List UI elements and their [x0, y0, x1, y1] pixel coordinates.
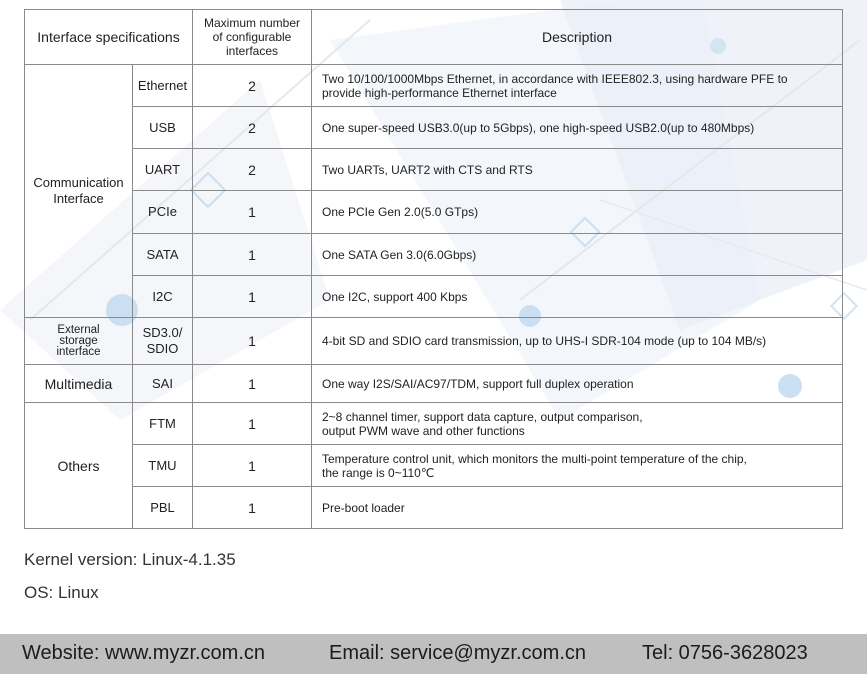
interface-count: 1	[193, 318, 312, 365]
description-line: output PWM wave and other functions	[322, 423, 525, 438]
interface-name: FTM	[133, 403, 193, 445]
interface-description: Pre-boot loader	[312, 487, 843, 529]
interface-count: 1	[193, 234, 312, 276]
group-communication-interface	[25, 65, 133, 318]
interface-count: 2	[193, 107, 312, 149]
interface-description	[312, 403, 843, 445]
interface-name-line: SD3.0/	[142, 325, 183, 340]
interface-name: SATA	[133, 234, 193, 276]
footer-website: Website: www.myzr.com.cn	[22, 642, 266, 664]
group-multimedia: Multimedia	[25, 365, 133, 403]
interface-name-line: SDIO	[146, 341, 179, 356]
interface-count: 1	[193, 276, 312, 318]
description-line: Temperature control unit, which monitors the multi-point temperature of the chip,	[322, 451, 747, 466]
interface-count: 1	[193, 365, 312, 403]
table-row	[25, 107, 843, 149]
table-row	[25, 445, 843, 487]
interface-count: 1	[193, 191, 312, 234]
interface-description: Two UARTs, UART2 with CTS and RTS	[312, 149, 843, 191]
interface-name	[133, 318, 193, 365]
interface-description: One super-speed USB3.0(up to 5Gbps), one high-speed USB2.0(up to 480Mbps)	[312, 107, 843, 149]
group-label-line: storage	[59, 334, 98, 347]
interface-count: 1	[193, 403, 312, 445]
interface-description: One I2C, support 400 Kbps	[312, 276, 843, 318]
interface-description: 4-bit SD and SDIO card transmission, up to UHS-I SDR-104 mode (up to 104 MB/s)	[312, 318, 843, 365]
table-row	[25, 318, 843, 365]
header-max-line: of configurable	[212, 30, 292, 44]
header-max-line: Maximum number	[203, 16, 301, 30]
header-interface-specifications: Interface specifications	[25, 10, 193, 65]
interface-count: 2	[193, 65, 312, 107]
interface-name: TMU	[133, 445, 193, 487]
interface-description: One PCIe Gen 2.0(5.0 GTps)	[312, 191, 843, 234]
interface-count: 1	[193, 487, 312, 529]
table-row	[25, 191, 843, 234]
interface-spec-table	[24, 9, 843, 529]
description-line: 2~8 channel timer, support data capture, output comparison,	[322, 409, 643, 424]
group-others: Others	[25, 403, 133, 529]
interface-name: PBL	[133, 487, 193, 529]
table-row	[25, 65, 843, 107]
interface-description	[312, 65, 843, 107]
table-row	[25, 234, 843, 276]
table-row	[25, 149, 843, 191]
description-line: the range is 0~110℃	[322, 465, 435, 480]
interface-description: One SATA Gen 3.0(6.0Gbps)	[312, 234, 843, 276]
table-row	[25, 487, 843, 529]
contact-footer	[0, 634, 867, 674]
interface-name: PCIe	[133, 191, 193, 234]
interface-name: USB	[133, 107, 193, 149]
group-label-line: Interface	[53, 191, 104, 206]
footer-email: Email: service@myzr.com.cn	[329, 642, 587, 664]
table-row	[25, 403, 843, 445]
interface-name: UART	[133, 149, 193, 191]
footer-tel: Tel: 0756-3628023	[642, 642, 808, 664]
group-label-line: External	[57, 323, 100, 336]
group-label-line: interface	[56, 345, 101, 358]
os-info: OS: Linux	[24, 583, 99, 602]
interface-name: Ethernet	[133, 65, 193, 107]
description-line: Two 10/100/1000Mbps Ethernet, in accordance with IEEE802.3, using hardware PFE to	[322, 71, 788, 86]
interface-count: 1	[193, 445, 312, 487]
interface-description: One way I2S/SAI/AC97/TDM, support full duplex operation	[312, 365, 843, 403]
interface-name: I2C	[133, 276, 193, 318]
group-external-storage-interface	[25, 318, 133, 365]
interface-name: SAI	[133, 365, 193, 403]
table-row	[25, 365, 843, 403]
kernel-version: Kernel version: Linux-4.1.35	[24, 550, 236, 569]
table-header-row	[25, 10, 843, 65]
description-line: provide high-performance Ethernet interface	[322, 85, 557, 100]
interface-count: 2	[193, 149, 312, 191]
group-label-line: Communication	[33, 175, 124, 190]
table-row	[25, 276, 843, 318]
header-max-configurable	[193, 10, 312, 65]
header-max-line: interfaces	[225, 44, 279, 58]
header-description: Description	[312, 10, 843, 65]
interface-description	[312, 445, 843, 487]
